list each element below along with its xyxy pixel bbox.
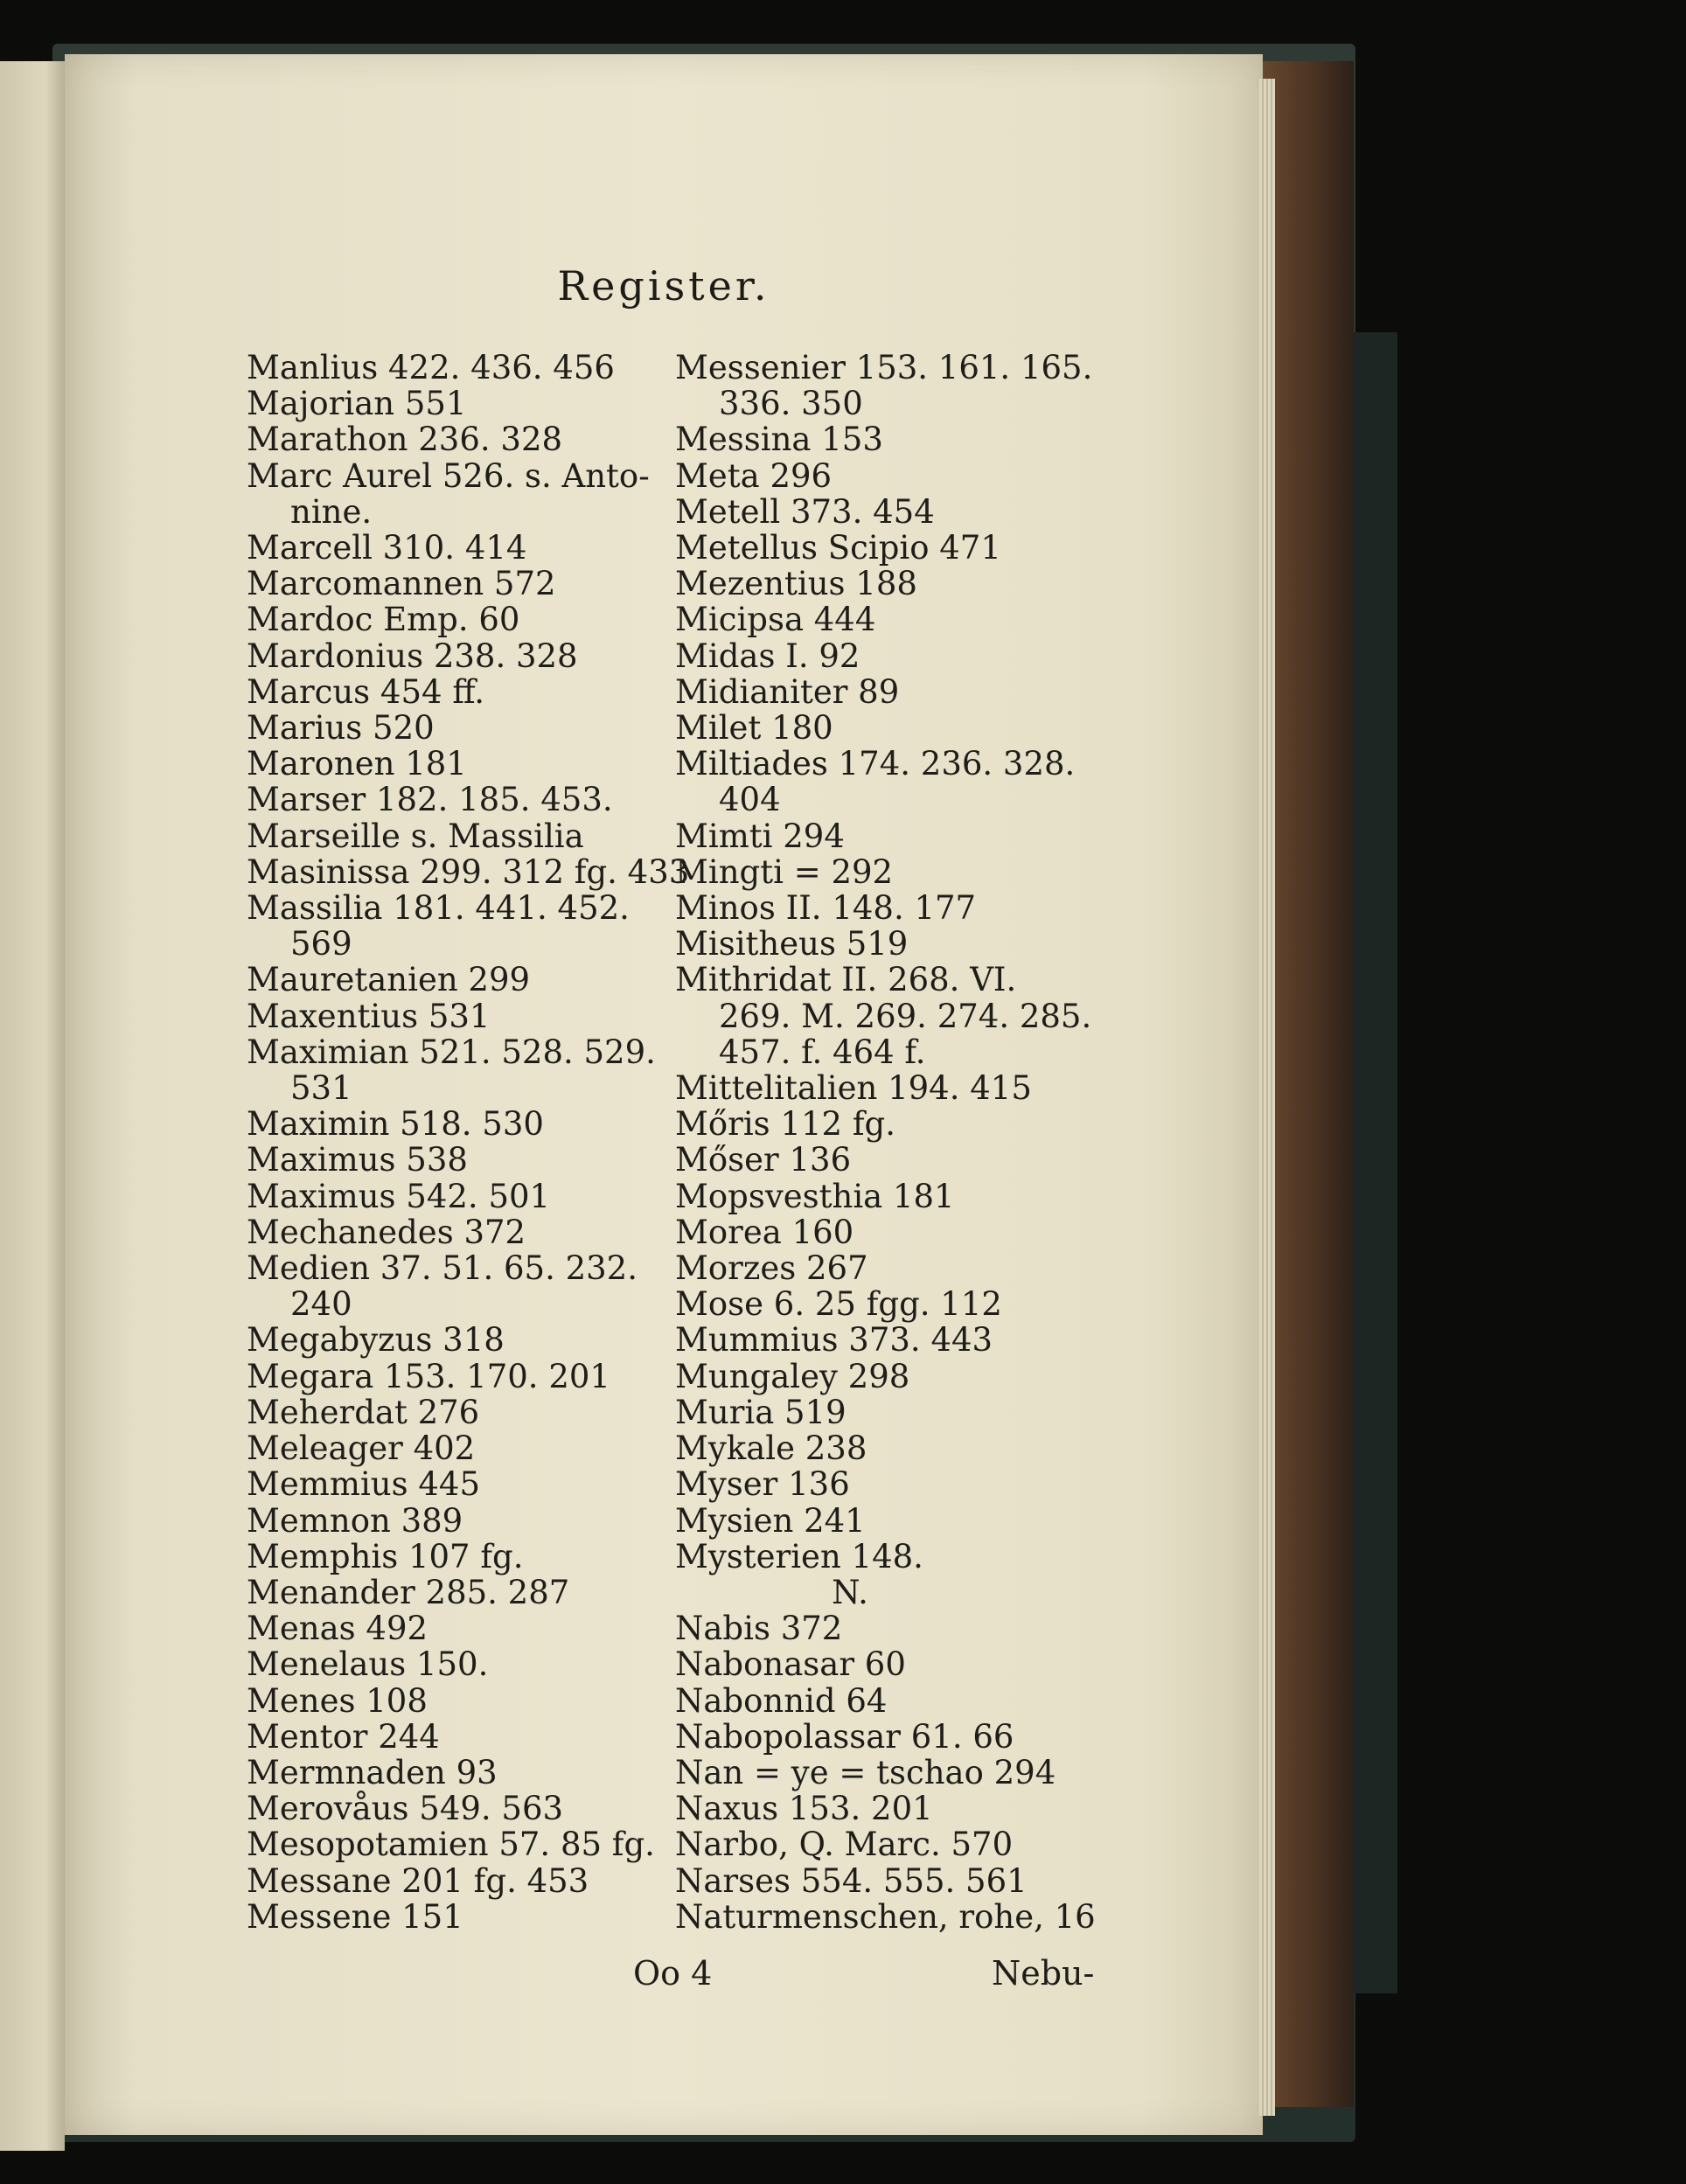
index-entry: Metell 373. 454 — [675, 492, 935, 531]
page-title: Register. — [557, 262, 770, 310]
index-entry: Massilia 181. 441. 452. — [247, 889, 630, 928]
index-entry: Mungaley 298 — [675, 1357, 910, 1395]
index-entry: Mechanedes 372 — [247, 1213, 526, 1251]
index-entry: Misitheus 519 — [675, 925, 909, 963]
index-entry: Mysterien 148. — [675, 1537, 923, 1575]
index-entry: Mezentius 188 — [675, 565, 917, 603]
index-entry: Nabonasar 60 — [675, 1645, 906, 1684]
index-entry: Muria 519 — [675, 1393, 846, 1431]
index-entry: Mingti = 292 — [675, 852, 894, 891]
index-entry: Maronen 181 — [247, 745, 467, 783]
index-entry: Megara 153. 170. 201 — [247, 1357, 610, 1395]
index-entry: Narbo, Q. Marc. 570 — [675, 1826, 1014, 1864]
index-entry: Mőser 136 — [675, 1141, 852, 1179]
book-page — [65, 54, 1263, 2135]
index-entry: Meta 296 — [675, 456, 833, 495]
index-entry: Marser 182. 185. 453. — [247, 781, 613, 819]
index-entry: Nabopolassar 61. 66 — [675, 1717, 1014, 1756]
index-entry: Majorian 551 — [247, 385, 467, 423]
index-entry: Morea 160 — [675, 1213, 854, 1251]
index-entry: Memmius 445 — [247, 1465, 480, 1504]
index-entry: Mopsvesthia 181 — [675, 1177, 955, 1215]
index-entry: Nabonnid 64 — [675, 1681, 888, 1720]
index-entry: Metellus Scipio 471 — [675, 529, 1001, 567]
section-letter-heading: N. — [832, 1573, 868, 1611]
index-entry: Mittelitalien 194. 415 — [675, 1069, 1032, 1108]
index-column-left — [247, 349, 690, 1936]
index-entry: Naxus 153. 201 — [675, 1790, 933, 1828]
index-entry: nine. — [290, 492, 373, 531]
index-entry: Miltiades 174. 236. 328. — [675, 745, 1076, 783]
index-entry: Mummius 373. 443 — [675, 1321, 993, 1360]
index-entry: Micipsa 444 — [675, 601, 876, 639]
catchword: Nebu- — [992, 1954, 1095, 1993]
index-entry: Nan = ye = tschao 294 — [675, 1753, 1056, 1791]
index-entry: Maxentius 531 — [247, 997, 491, 1035]
index-entry: Menas 492 — [247, 1610, 428, 1648]
index-entry: Memphis 107 fg. — [247, 1537, 524, 1575]
signature-mark: Oo 4 — [633, 1954, 713, 1993]
index-entry: Menander 285. 287 — [247, 1573, 570, 1611]
index-entry: Marathon 236. 328 — [247, 421, 563, 459]
index-entry: Mardonius 238. 328 — [247, 636, 578, 675]
index-entry: 569 — [290, 925, 352, 963]
index-entry: Nabis 372 — [675, 1610, 843, 1648]
index-entry: Marcus 454 ff. — [247, 672, 485, 711]
index-entry: Megabyzus 318 — [247, 1321, 505, 1360]
index-entry: Maximian 521. 528. 529. — [247, 1033, 656, 1071]
index-entry: Marseille s. Massilia — [247, 817, 584, 855]
index-entry: 404 — [719, 781, 781, 819]
index-entry: Naturmenschen, rohe, 16 — [675, 1897, 1096, 1936]
index-entry: Mysien 241 — [675, 1501, 866, 1540]
index-entry: Mentor 244 — [247, 1717, 440, 1756]
index-entry: Menelaus 150. — [247, 1645, 489, 1684]
index-entry: Marc Aurel 526. s. Anto- — [247, 456, 650, 495]
index-entry: Midas I. 92 — [675, 636, 860, 675]
index-entry: Meherdat 276 — [247, 1393, 480, 1431]
index-entry: Mimti 294 — [675, 817, 845, 855]
index-entry: Mermnaden 93 — [247, 1753, 498, 1791]
index-entry: 269. M. 269. 274. 285. — [719, 997, 1092, 1035]
index-entry: Narses 554. 555. 561 — [675, 1861, 1028, 1900]
index-entry: Myser 136 — [675, 1465, 850, 1504]
index-entry: Maximus 538 — [247, 1141, 468, 1179]
index-entry: Medien 37. 51. 65. 232. — [247, 1249, 637, 1288]
index-entry: Merovåus 549. 563 — [247, 1790, 564, 1828]
index-entry: Menes 108 — [247, 1681, 428, 1720]
index-entry: Messina 153 — [675, 421, 883, 459]
index-entry: Memnon 389 — [247, 1501, 463, 1540]
index-entry: Meleager 402 — [247, 1429, 476, 1468]
index-entry: Messenier 153. 161. 165. — [675, 349, 1093, 386]
index-entry: 457. f. 464 f. — [719, 1033, 926, 1071]
index-entry: Marius 520 — [247, 709, 435, 748]
facing-page-edge — [0, 61, 65, 2151]
index-entry: Mardoc Emp. 60 — [247, 601, 520, 639]
index-entry: Marcell 310. 414 — [247, 529, 527, 567]
index-entry: Midianiter 89 — [675, 672, 900, 711]
index-entry: Masinissa 299. 312 fg. 433 — [247, 852, 690, 891]
index-entry: Mykale 238 — [675, 1429, 867, 1468]
index-entry: Mesopotamien 57. 85 fg. — [247, 1826, 655, 1864]
index-entry: Minos II. 148. 177 — [675, 889, 977, 928]
index-entry: Mőris 112 fg. — [675, 1105, 895, 1144]
index-entry: Messane 201 fg. 453 — [247, 1861, 589, 1900]
index-entry: Maximin 518. 530 — [247, 1105, 544, 1144]
index-entry: Manlius 422. 436. 456 — [247, 349, 615, 386]
index-entry: Mose 6. 25 fgg. 112 — [675, 1285, 1002, 1324]
index-entry: Morzes 267 — [675, 1249, 868, 1288]
page-block-edge — [1259, 79, 1275, 2116]
index-entry: Milet 180 — [675, 709, 833, 748]
index-entry: 240 — [290, 1285, 352, 1324]
index-column-right — [675, 350, 1165, 1935]
index-entry: Messene 151 — [247, 1897, 463, 1936]
index-entry: 336. 350 — [719, 385, 863, 423]
index-entry: Maximus 542. 501 — [247, 1177, 551, 1215]
index-entry: Marcomannen 572 — [247, 565, 556, 603]
index-entry: 531 — [290, 1069, 352, 1108]
index-entry: Mithridat II. 268. VI. — [675, 961, 1017, 999]
index-entry: Mauretanien 299 — [247, 961, 531, 999]
